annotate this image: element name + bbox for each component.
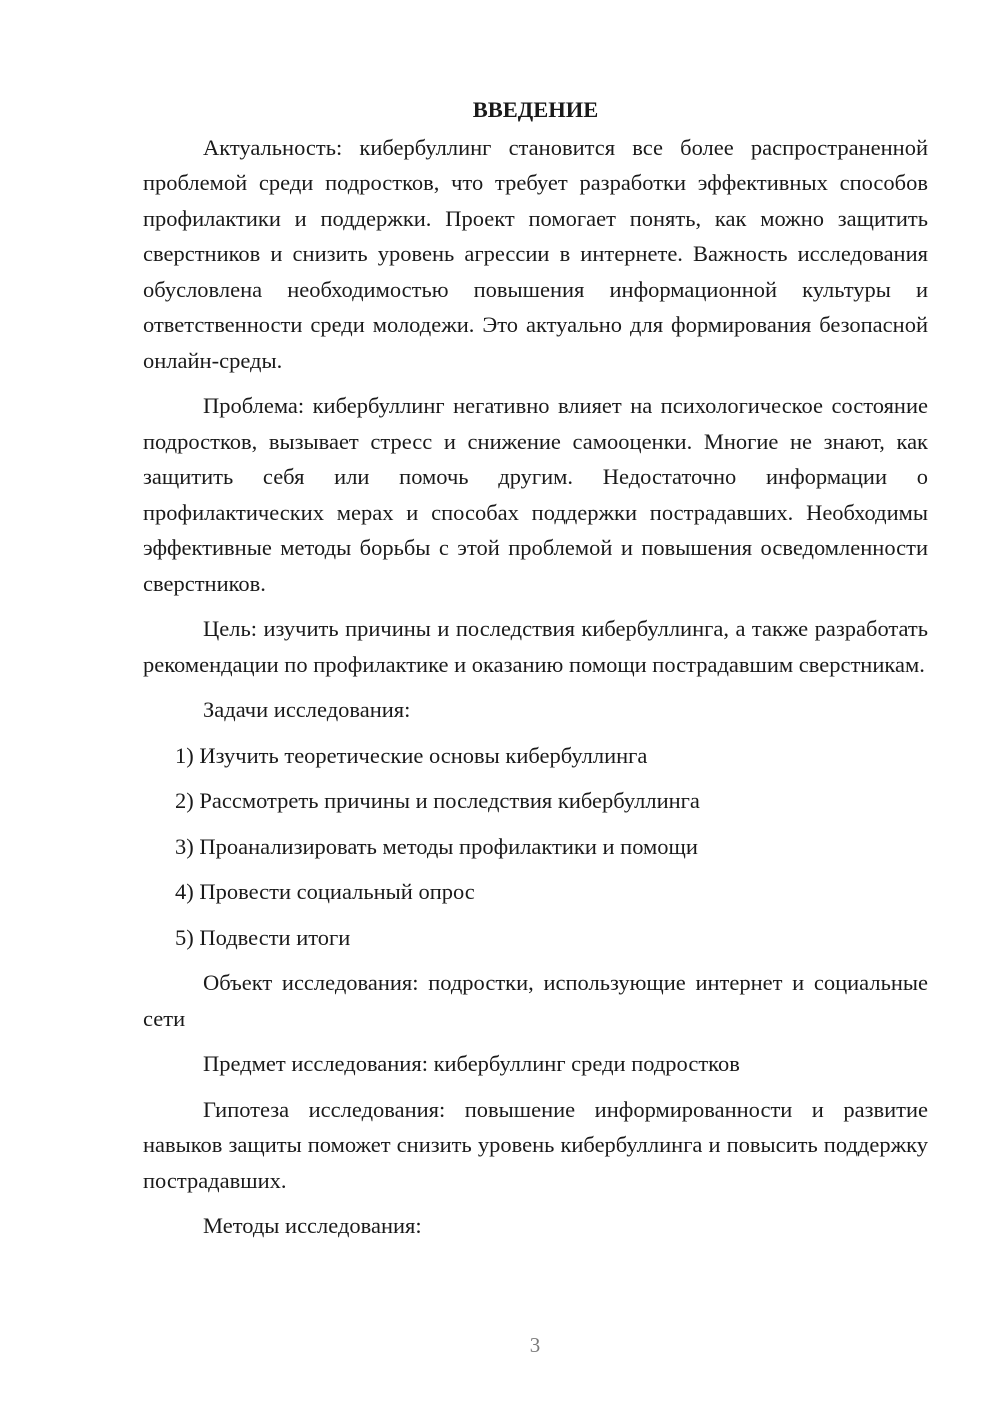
task-item: 3) Проанализировать методы профилактики и помощи [175, 833, 698, 859]
task-item: 5) Подвести итоги [175, 924, 351, 950]
task-item: 1) Изучить теоретические основы кибербуллинга [175, 742, 648, 768]
document-body [143, 92, 928, 1254]
hypothesis-paragraph: Гипотеза исследования: повышение информированности и развитие навыков защиты поможет снизить уровень кибербуллинга и повысить поддержку пострадавших. [143, 1096, 928, 1193]
page-number: 3 [529, 1333, 541, 1357]
task-item: 4) Провести социальный опрос [175, 879, 475, 904]
problem-paragraph: Проблема: кибербуллинг негативно влияет на психологическое состояние подростков, вызывает стресс и снижение самооценки. Многие не знают, как защитить себя или помочь другим. Недостаточно информации о профилактических мерах и способах поддержки пострадавших. Необходимы эффективные методы борьбы с этой проблемой и повышения осведомленности сверстников. [143, 393, 928, 596]
methods-heading: Методы исследования: [203, 1213, 422, 1238]
relevance-paragraph: Актуальность: кибербуллинг становится все более распространенной проблемой среди подростков, что требует разработки эффективных способов профилактики и поддержки. Проект помогает понять, как можно защитить сверстников и снизить уровень агрессии в интернете. Важность исследования обусловлена необходимостью повышения информационной культуры и ответственности среди молодежи. Это актуально для формирования безопасной онлайн-среды. [143, 134, 928, 373]
tasks-heading: Задачи исследования: [203, 697, 411, 722]
goal-paragraph: Цель: изучить причины и последствия кибербуллинга, а также разработать рекомендации по профилактике и оказанию помощи пострадавшим сверстникам. [143, 616, 928, 677]
task-item: 2) Рассмотреть причины и последствия кибербуллинга [175, 788, 700, 813]
object-paragraph: Объект исследования: подростки, использующие интернет и социальные сети [143, 970, 928, 1031]
subject-paragraph: Предмет исследования: кибербуллинг среди подростков [203, 1051, 740, 1076]
tasks-list [143, 738, 928, 956]
section-title: ВВЕДЕНИЕ [472, 97, 599, 122]
